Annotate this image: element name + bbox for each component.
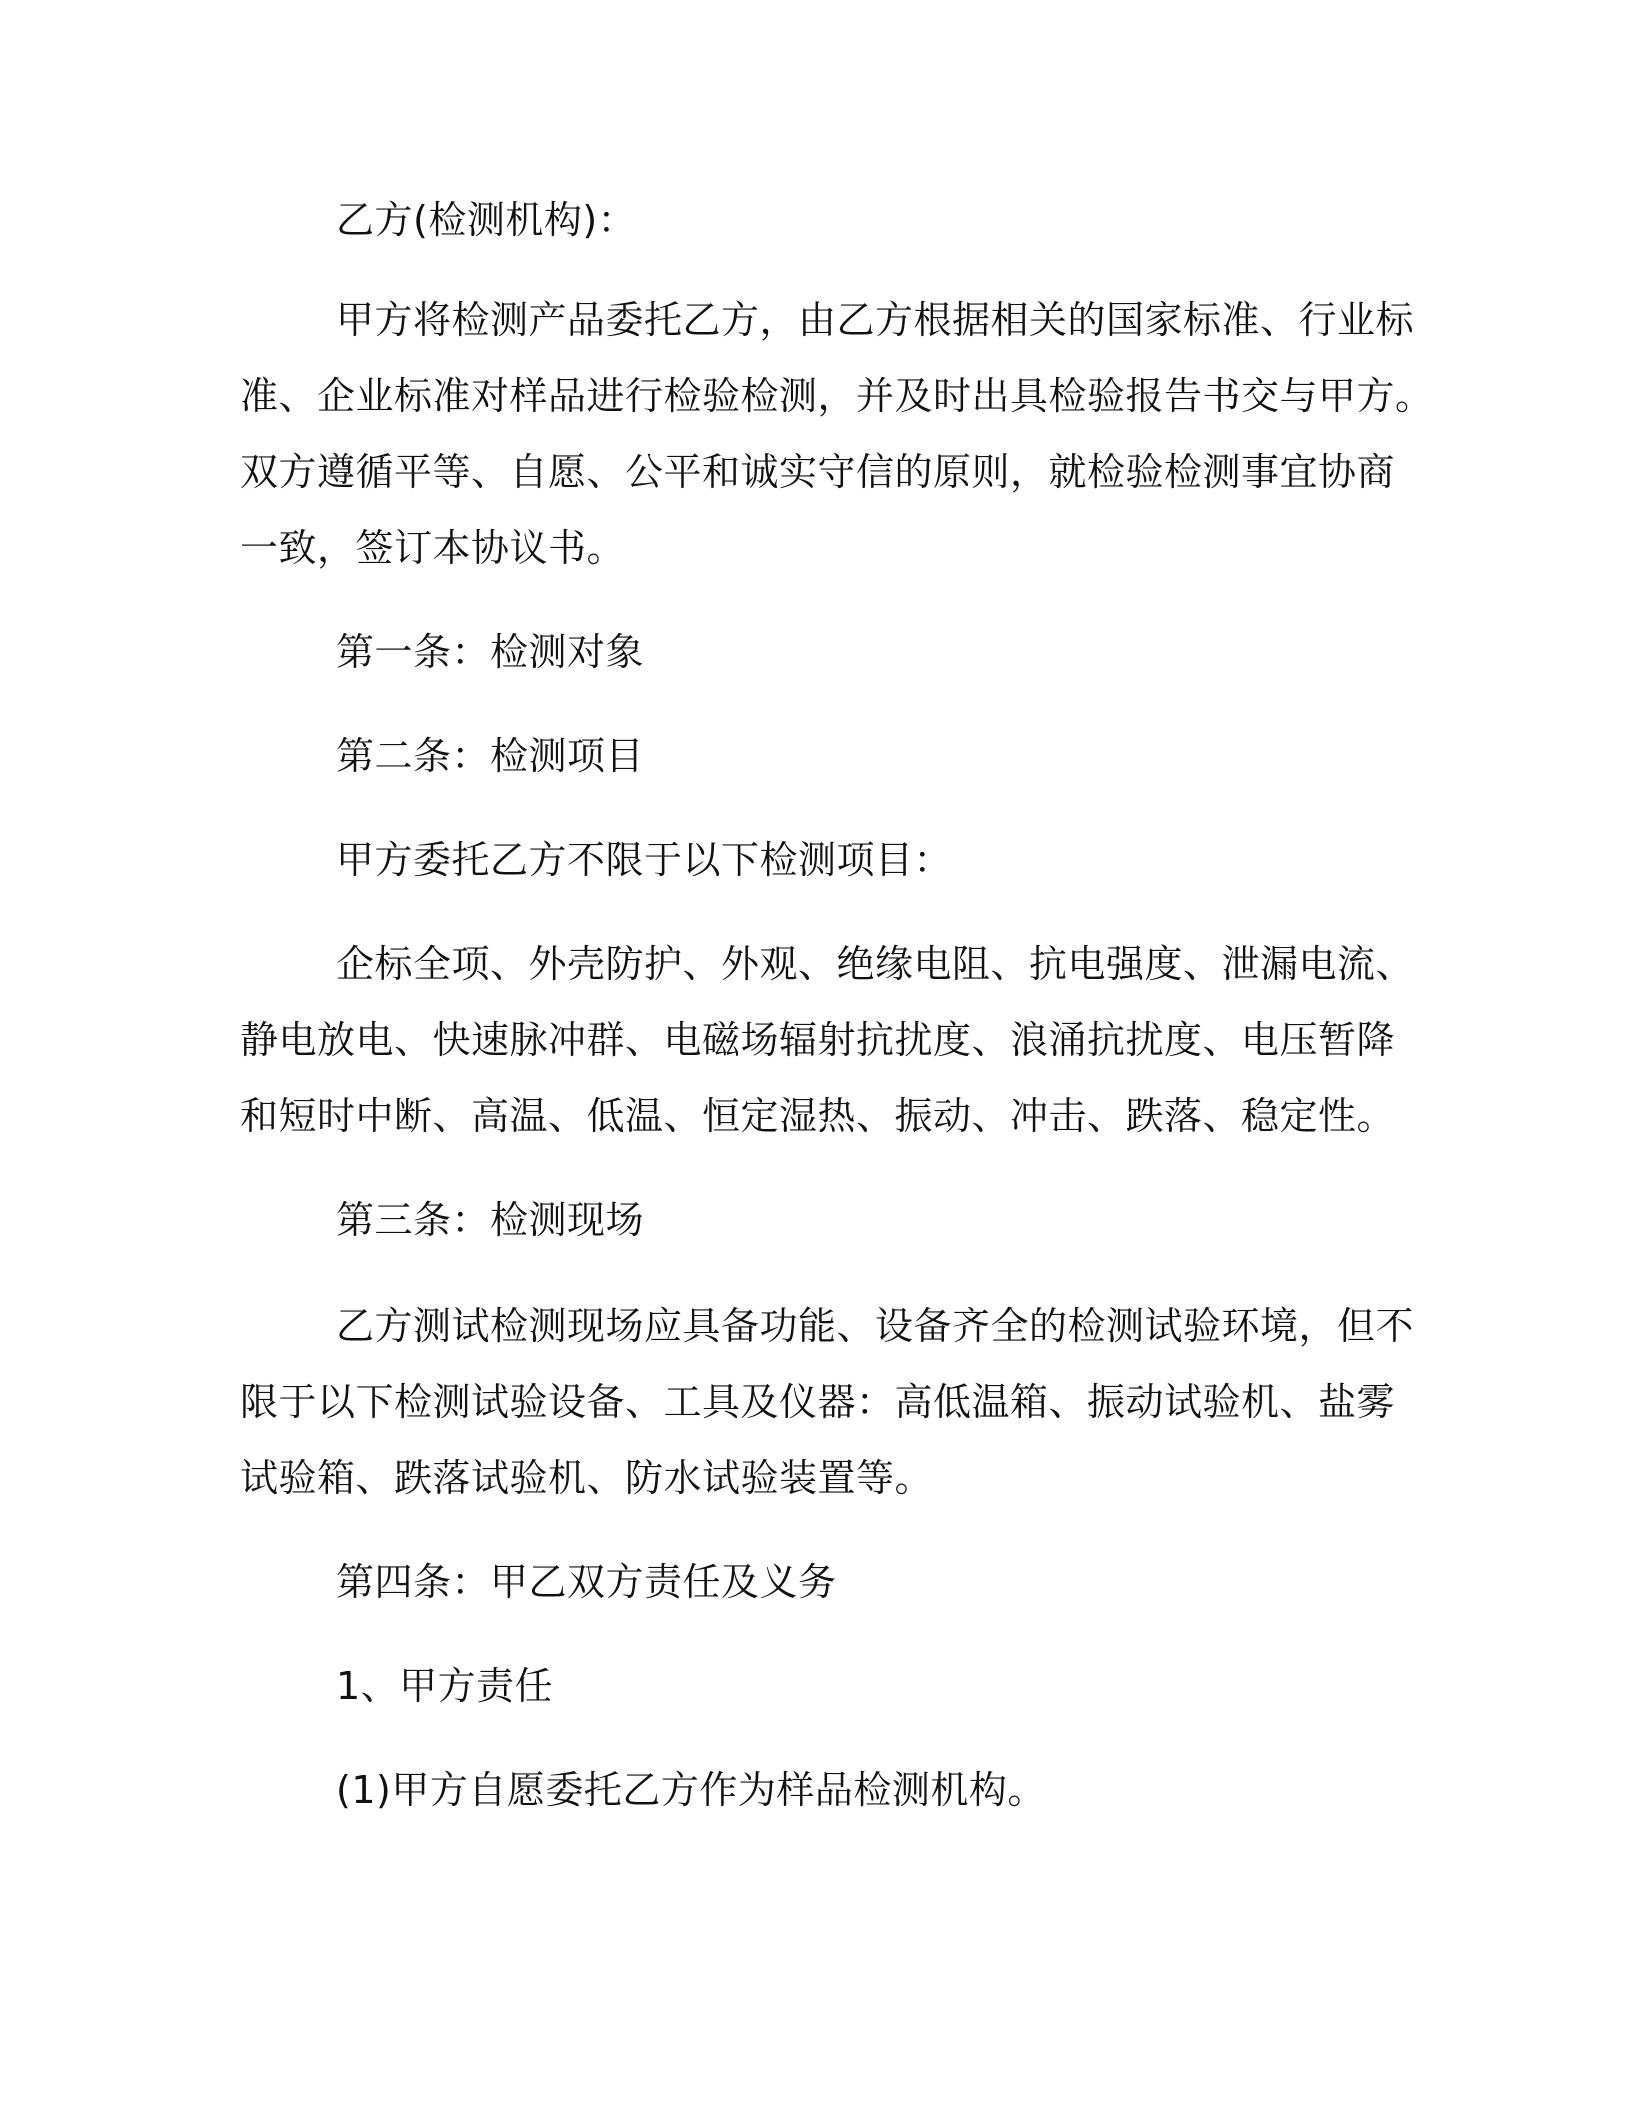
article-3-heading — [240, 1182, 1390, 1258]
article-4-text: 第四条：甲乙双方责任及义务 — [336, 1560, 837, 1604]
site-line: 乙方测试检测现场应具备功能、设备齐全的检测试验环境，但不 — [336, 1304, 1415, 1348]
party-a-duty-1-text: (1)甲方自愿委托乙方作为样品检测机构。 — [336, 1768, 1046, 1812]
test-items-line: 和短时中断、高温、低温、恒定湿热、振动、冲击、跌落、稳定性。 — [240, 1094, 1396, 1138]
intro-paragraph — [240, 282, 1434, 586]
article-2-heading — [240, 718, 1390, 794]
site-line: 限于以下检测试验设备、工具及仪器：高低温箱、振动试验机、盐雾 — [240, 1380, 1396, 1424]
article-1-heading — [240, 614, 1390, 690]
party-a-duty-heading-text: 1、甲方责任 — [336, 1664, 554, 1708]
article-2-text: 第二条：检测项目 — [336, 734, 645, 778]
items-intro-text: 甲方委托乙方不限于以下检测项目： — [336, 838, 953, 882]
party-a-duty-1 — [240, 1752, 1390, 1828]
intro-line: 准、企业标准对样品进行检验检测，并及时出具检验报告书交与甲方。 — [240, 374, 1434, 418]
intro-line: 甲方将检测产品委托乙方，由乙方根据相关的国家标准、行业标 — [336, 298, 1415, 342]
intro-line: 双方遵循平等、自愿、公平和诚实守信的原则，就检验检测事宜协商 — [240, 450, 1396, 494]
party-a-duty-heading — [240, 1648, 1390, 1724]
article-4-heading — [240, 1544, 1390, 1620]
site-line: 试验箱、跌落试验机、防水试验装置等。 — [240, 1456, 934, 1500]
site-paragraph — [240, 1288, 1415, 1516]
article-1-text: 第一条：检测对象 — [336, 630, 645, 674]
test-items-paragraph — [240, 926, 1415, 1154]
test-items-line: 企标全项、外壳防护、外观、绝缘电阻、抗电强度、泄漏电流、 — [336, 942, 1415, 986]
items-intro — [240, 822, 1390, 898]
test-items-line: 静电放电、快速脉冲群、电磁场辐射抗扰度、浪涌抗扰度、电压暂降 — [240, 1018, 1396, 1062]
party-b-label-text: 乙方(检测机构)： — [336, 198, 637, 242]
intro-line: 一致，签订本协议书。 — [240, 526, 626, 570]
article-3-text: 第三条：检测现场 — [336, 1198, 645, 1242]
party-b-label — [240, 182, 1390, 258]
